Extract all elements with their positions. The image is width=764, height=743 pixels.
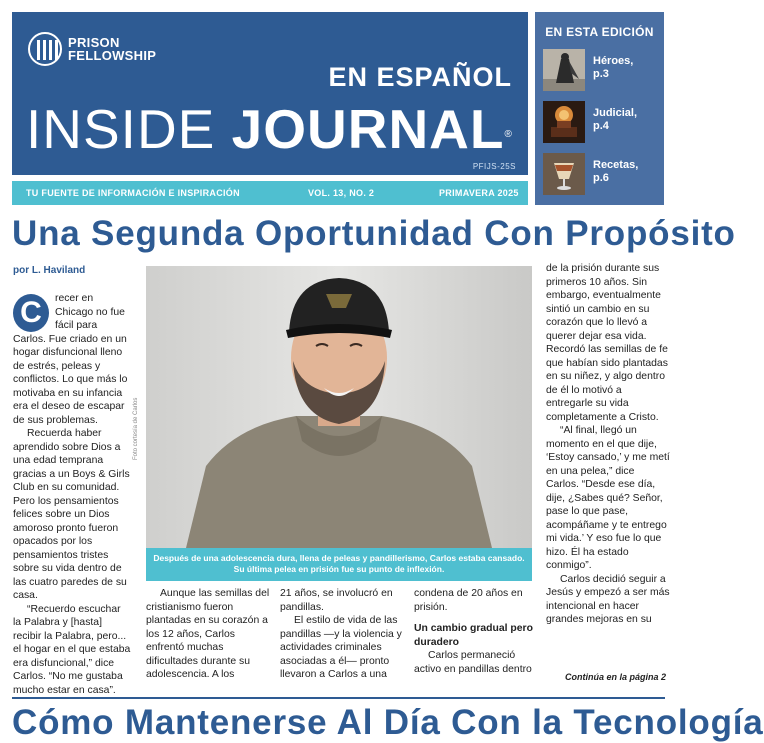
article-paragraph: Carlos decidió seguir a Jesús y empezó a ser más intencional en hacer grandes mejoras en su [546, 573, 670, 625]
article-paragraph: Carlos permaneció activo en pandillas dentro [414, 650, 532, 675]
article-subhead: Un cambio gradual pero duradero [414, 623, 533, 648]
info-strip [12, 181, 528, 205]
article-paragraph: de la prisión durante sus primeros 10 años. Sin embargo, eventualmente sintió un cambio en su corazón que lo llevó a querer dejar esa vida. Recordó las semillas de fe que habían sido plantadas en su niñez, y algo dentro de él lo motivó a entregarle su vida completamente a Cristo. [546, 263, 668, 423]
issue-code: PFIJS-25S [472, 162, 516, 171]
photo-caption [146, 548, 532, 581]
article-column-1 [13, 292, 131, 697]
article-paragraph: 21 años, se involucró en pandillas. [280, 588, 393, 613]
article-photo[interactable] [146, 266, 532, 548]
edition-item-text [593, 55, 633, 81]
logo-line1: PRISON [68, 35, 120, 50]
title-bold: JOURNAL [231, 98, 505, 160]
article-paragraph: Aunque las semillas del cristianismo fueron plantadas en su corazón a los 12 años, Carlos enfrentó muchas dificultades durante su adolescencia. A los [146, 588, 270, 680]
logo-bars-icon [28, 32, 62, 66]
article-column-3 [280, 587, 406, 682]
section-divider [12, 697, 665, 699]
article-column-4 [414, 587, 536, 676]
masthead [12, 12, 528, 175]
drop-cap: C [13, 294, 49, 332]
edition-item-page: p.6 [593, 172, 609, 184]
season: PRIMAVERA 2025 [439, 188, 519, 198]
courtroom-icon [543, 101, 585, 143]
edition-item-judicial[interactable] [543, 101, 658, 145]
edition-item-label: Recetas, [593, 159, 639, 171]
logo-line2: FELLOWSHIP [68, 48, 157, 63]
article-paragraph: “Al final, llegó un momento en el que dije, ‘Estoy cansado,’ y me metí en una pelea,” dice Carlos. “Desde ese día, dije, ¿Sabes qué? Señor, pase lo que pase, acompáñame y te entrego mi vida.’ Y eso fue lo que hizo. Él ha estado conmigo”. [546, 425, 670, 571]
hero-cape-icon [543, 49, 585, 91]
edition-item-label: Judicial, [593, 107, 638, 119]
caption-line-1: Después de una adolescencia dura, llena de peleas y pandillerismo, Carlos estaba cansado. [153, 553, 525, 563]
logo-text [68, 36, 156, 62]
edition-item-heroes[interactable] [543, 49, 658, 93]
edition-item-page: p.3 [593, 68, 609, 80]
in-this-edition-panel [535, 12, 664, 205]
edition-item-page: p.4 [593, 120, 609, 132]
article-paragraph: recer en Chicago no fue fácil para Carlos. Fue criado en un hogar disfuncional lleno de estrés, peleas y conflictos. Lo que más lo motivaba en su infancia era el deseo de escapar de sus problemas. [13, 293, 128, 426]
article-paragraph: Recuerda haber aprendido sobre Dios a una edad temprana gracias a un Boys & Girls Club en su comunidad. Pero los pensamientos felices sobre un Dios amoroso pronto fueron opacados por los pensamientos tristes sobre su vida dentro de las cuatro paredes de su casa. [13, 428, 130, 601]
article-headline: Una Segunda Oportunidad Con Propósito [12, 214, 736, 253]
edition-item-label: Héroes, [593, 55, 634, 67]
edition-language: EN ESPAÑOL [328, 62, 512, 92]
continued-link[interactable]: Continúa en la página 2 [564, 672, 666, 682]
article-paragraph: El estilo de vida de las pandillas —y la violencia y actividades criminales asociadas a él— pronto llevaron a Carlos a una [280, 615, 402, 680]
title-light: INSIDE [26, 98, 216, 160]
article-paragraph: condena de 20 años en prisión. [414, 588, 523, 613]
article-byline: por L. Haviland [13, 265, 86, 276]
edition-panel-title: EN ESTA EDICIÓN [545, 25, 654, 39]
edition-item-recipes[interactable] [543, 153, 658, 197]
article-column-2 [146, 587, 274, 682]
volume-number: VOL. 13, NO. 2 [308, 188, 375, 198]
edition-item-text [593, 159, 638, 185]
article-column-right [546, 262, 670, 627]
article-paragraph: “Recuerdo escuchar la Palabra y [hasta] recibir la Palabra, pero... el hogar en el que estaba era disfuncional,” dice Carlos. “No me gustaba mucho estar en casa”. [13, 603, 131, 696]
tagline: TU FUENTE DE INFORMACIÓN E INSPIRACIÓN [26, 188, 240, 198]
dessert-glass-icon [543, 153, 585, 195]
prison-fellowship-logo[interactable] [28, 32, 156, 66]
photo-credit: Foto cortesía de Carlos [133, 397, 139, 460]
registered-mark: ® [504, 129, 513, 140]
next-article-headline[interactable]: Cómo Mantenerse Al Día Con la Tecnología [12, 703, 764, 742]
publication-title [26, 100, 513, 158]
edition-item-text [593, 107, 637, 133]
caption-line-2: Su última pelea en prisión fue su punto de inflexión. [233, 564, 445, 574]
